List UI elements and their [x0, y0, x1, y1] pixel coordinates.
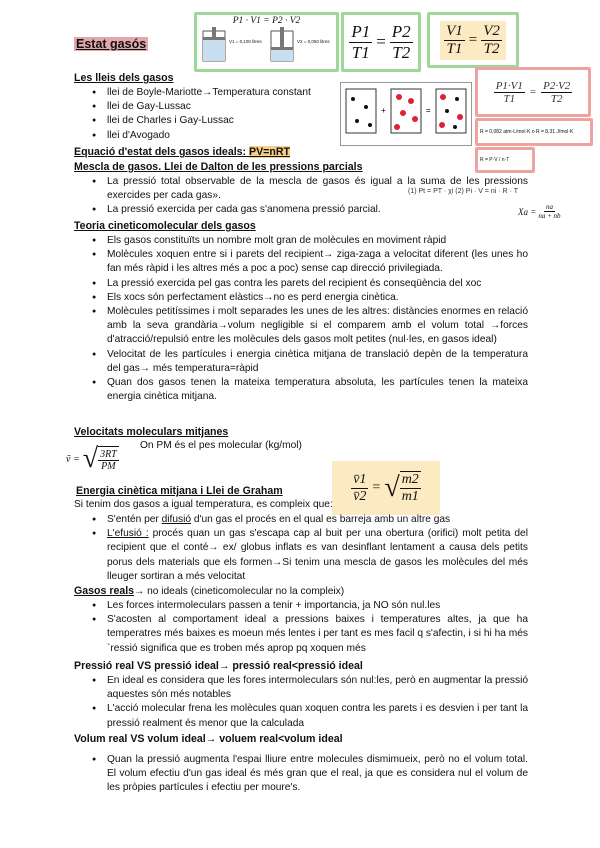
list-item: ● Quan dos gasos tenen la mateixa temperatura absoluta, les partícules tenen la mateixa energia cinètica mitjana. — [74, 376, 528, 404]
equacio-heading — [74, 146, 290, 158]
efusio-term: L'efusió : — [107, 528, 149, 540]
lleis-list — [74, 86, 344, 143]
list-item: ● Les forces intermoleculars passen a tenir + importancia, ja NO són nul.les — [74, 599, 528, 613]
list-item — [74, 513, 528, 527]
velocity-num: 3RT — [100, 449, 117, 460]
reals-heading-rest: → no ideals (cineticomolecular no la compleix) — [134, 586, 345, 597]
list-item — [74, 527, 528, 584]
piston-diagram — [197, 27, 336, 69]
volum-heading: Volum real VS volum ideal→ voluem real<volum ideal — [74, 733, 343, 745]
molfrac-den: na + nb — [538, 212, 561, 220]
velocity-lhs: ṽ = — [66, 453, 80, 465]
page-title: Estat gasós — [76, 37, 147, 51]
volum-list — [74, 753, 528, 796]
list-item: ● Molècules petitíssimes i molt separades les unes de les altres: distàncies enormes en relació amb la seva grandària→volum negligible si el comparem amb el volum total →forces d'atracció/repulsió entre les molècules dels gasos molt petites (nul·les, en gasos ideal) — [74, 305, 528, 348]
list-item: ● llei de Charles i Gay-Lussac — [74, 114, 344, 128]
molar-fraction — [518, 203, 561, 220]
velocity-formula: ṽ = √ $\frac{3RT}{PM}$ — [66, 443, 117, 474]
list-item: ● L'acció molecular frena les molècules quan xoquen contra les parets i es desvien i per tant la pressió realment és menor que la calculada — [74, 702, 528, 730]
difusio-pre: S'entén per — [107, 514, 162, 525]
list-item: ● Quan la pressió augmenta l'espai lliure entre molecules dismimueix, però no el volum total. El volum efectiu d'un gas ideal és més gran que el real, ja que es considera nul el volum de les pròpies partícules i efectiu per moure's. — [74, 753, 528, 796]
gay-lussac-formula-box: $\frac{P1}{T1}$ = $\frac{P2}{T2}$ — [341, 12, 421, 72]
energia-list — [74, 513, 528, 584]
graham-m2: m2 — [401, 472, 419, 487]
teoria-list — [74, 234, 528, 404]
velocity-den: PM — [101, 461, 116, 472]
v1: V1 — [446, 22, 463, 39]
pressio-list — [74, 674, 528, 731]
list-item: ● La pressió total observable de la mescla de gasos és igual a la suma de les pressions exercides per cada gas». — [74, 175, 528, 203]
pressio-heading: Pressió real VS pressió ideal→ pressió real<pressió ideal — [74, 660, 363, 672]
list-item: ● Molècules xoquen entre si i parets del recipient→ ziga-zaga a velocitat diferent (les unes ho fan més ràpid i les altres més a poc a poc) sense cap direcció privilegiada. — [74, 248, 528, 276]
piston-label-2: V2 = 0,050 litres — [297, 39, 330, 44]
particles-diagram — [340, 82, 472, 146]
list-item: ● llei de Boyle-Mariotte→Temperatura constant — [74, 86, 344, 100]
piston-label-1: V1 = 0,100 litres — [229, 39, 262, 44]
mescla-list — [74, 175, 528, 218]
velocitats-heading: Velocitats moleculars mitjanes — [74, 426, 229, 438]
mescla-heading: Mescla de gasos. Llei de Dalton de les pressions parcials — [74, 161, 363, 173]
list-item: ● llei d'Avogado — [74, 129, 344, 143]
pm-note: On PM és el pes molecular (kg/mol) — [140, 440, 302, 451]
vt1: T1 — [446, 40, 463, 57]
ct2: T2 — [550, 92, 563, 105]
t2: T2 — [392, 42, 411, 62]
list-item: ● Velocitat de les partícules i energia cinètica mitjana de translació depèn de la temperatura del gas→ més temperatura=ràpid — [74, 348, 528, 376]
difusio-post: d'un gas el procés en el qual es barreja amb un altre gas — [191, 514, 451, 525]
p2: P2 — [391, 21, 411, 41]
charles-formula-box: $\frac{V1}{T1}$ = $\frac{V2}{T2}$ — [427, 12, 519, 68]
graham-formula: $\frac{v̄1}{v̄2}$ = √ $\frac{m2}{m1}$ — [332, 461, 440, 515]
t1: T1 — [351, 42, 370, 62]
p1v1: P1·V1 — [495, 79, 523, 92]
graham-v1: v̄1 — [353, 471, 367, 487]
svg-text:+: + — [381, 106, 386, 115]
reals-heading-line — [74, 585, 344, 597]
boyle-formula: P1 · V1 = P2 · V2 — [232, 16, 301, 26]
teoria-heading: Teoria cineticomolecular dels gasos — [74, 220, 256, 232]
dalton-formula: (1) Pt = PT · χi (2) Pi · V = ni · R · T — [408, 188, 518, 195]
molfrac-lhs: Xa = — [518, 206, 537, 217]
list-item: ● Els xocs són perfectament elàstics→no es perd energia cinètica. — [74, 291, 528, 305]
p1: P1 — [351, 21, 371, 41]
energia-intro: Si tenim dos gasos a igual temperatura, es compleix que: — [74, 499, 333, 510]
graham-m1: m1 — [401, 489, 419, 504]
list-item: ● S'acosten al comportament ideal a pressions baixes i temperatures altes, ja que ha temperatres més baixes es moeun més lentes i per tant es mes facil q s'afectin, i si hi ha més `ressió significa que es troben més aprop pq xoquen més — [74, 613, 528, 656]
difusio-term: difusió — [161, 514, 192, 525]
molfrac-num: na — [545, 203, 553, 211]
p2v2: P2·V2 — [543, 79, 571, 92]
graham-v2: v̄2 — [353, 488, 367, 504]
vt2: T2 — [483, 40, 500, 57]
r-constant: R = 0,082 atm·L/mol·K o R = 8,31 J/mol·K — [480, 129, 574, 135]
list-item: ● llei de Gay-Lussac — [74, 100, 344, 114]
equacio-label: Equació d'estat dels gasos ideals: — [74, 146, 247, 158]
energia-heading: Energia cinètica mitjana i Llei de Graham — [76, 485, 283, 497]
list-item: ● En ideal es considera que les fores intermoleculars són nul:les, però en augmentar la pressió aquestes són més notables — [74, 674, 528, 702]
reals-list — [74, 599, 528, 656]
boyle-diagram-box — [194, 12, 339, 72]
list-item: ● La pressió exercida pel gas contra les parets del recipient és conseqüència del xoc — [74, 277, 528, 291]
reals-heading: Gasos reals — [74, 585, 135, 597]
pv-nrt: PV=nRT — [249, 146, 290, 158]
lleis-heading: Les lleis dels gasos — [74, 72, 174, 84]
ct1: T1 — [503, 92, 516, 105]
list-item: ● Els gasos constituïts un nombre molt gran de molècules en moviment ràpid — [74, 234, 528, 248]
list-item: ● La pressió exercida per cada gas s'anomena pressió parcial. — [74, 203, 528, 217]
r-constant-box — [475, 118, 593, 146]
v2: V2 — [483, 22, 500, 39]
r-formula: R = P·V / n·T — [480, 157, 510, 163]
efusio-text: procés quan un gas s'escapa cap al buit per una obertura (orifici) molt petita del recipient que el conté→ ex/ globus inflats es van desinflant lentament a causa dels petits porus dels materials que els formen→Si tenim una mescla de gasos les molècules del més lleuger sortiran a més velocitat — [107, 528, 528, 582]
svg-text:=: = — [426, 106, 431, 115]
r-formula-box — [475, 147, 535, 173]
combined-law-box: $\frac{P1\cdot V1}{T1}$ = $\frac{P2\cdot V2}{T2}$ — [475, 67, 591, 117]
